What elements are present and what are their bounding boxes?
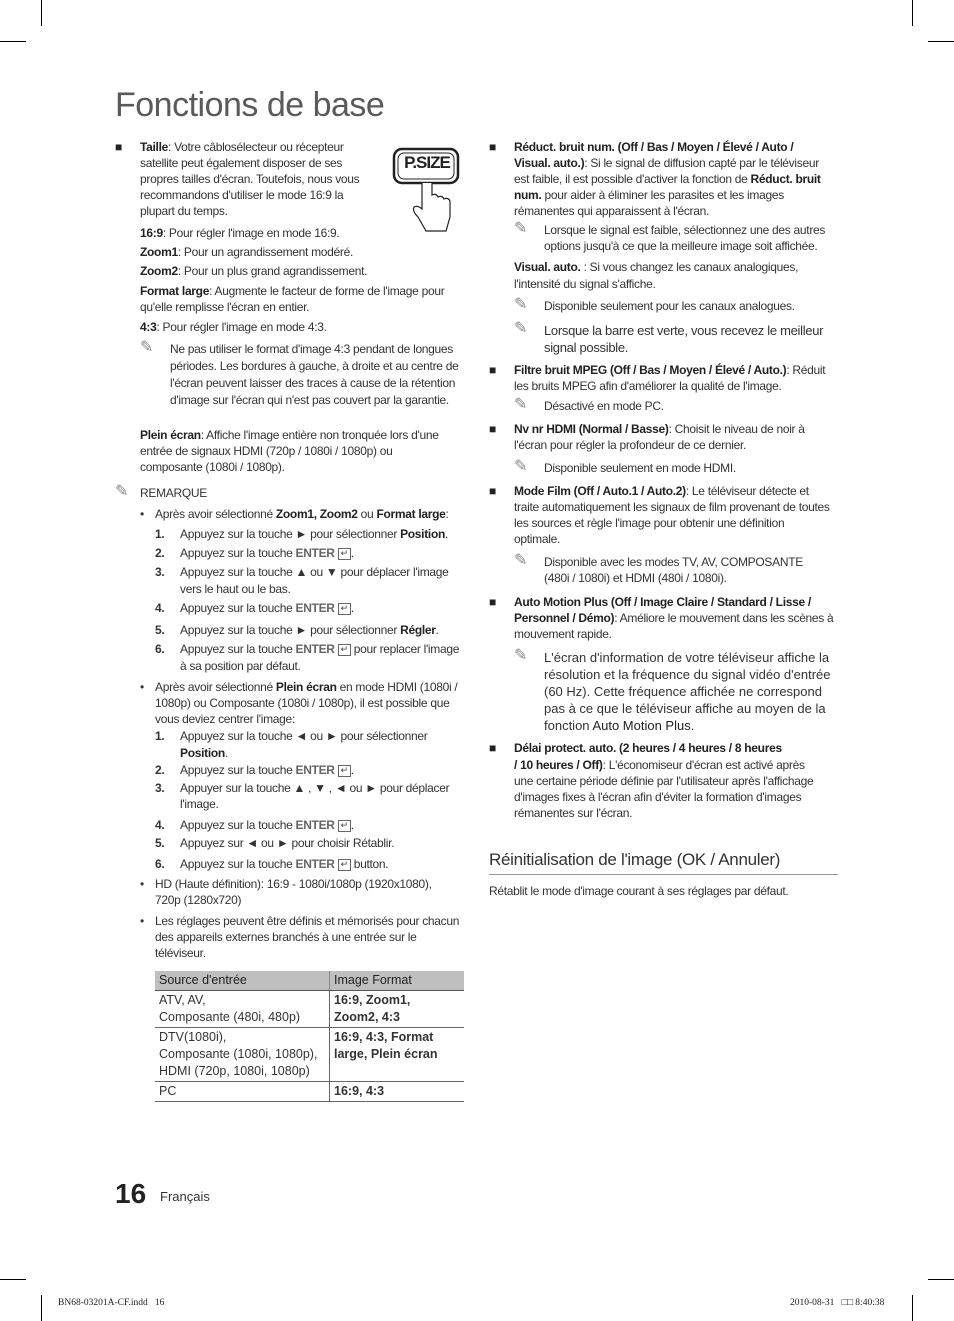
s2-pre: Appuyez sur la touche xyxy=(180,546,296,560)
page-number: 16 xyxy=(115,1178,147,1209)
s1-end: . xyxy=(445,527,449,541)
b1-bold2: Format large xyxy=(376,507,446,521)
amp-note xyxy=(544,649,840,734)
note-43: Ne pas utiliser le format d'image 4:3 pendant de longues périodes. Les bordures à gauche, à droite et au centre de l'écran peuvent laisser des traces à cause de la rétention d'image sur l'écran qui n'est pas couvert par la garantie. xyxy=(170,342,459,407)
visual-auto-paragraph xyxy=(514,259,814,293)
step-b2-3: Appuyer sur la touche ▲ , ▼ , ◄ ou ► pour déplacer l'image. xyxy=(180,781,450,811)
crop-mark xyxy=(912,1295,913,1321)
heading-rule xyxy=(489,874,838,875)
mf-label: Mode Film (Off / Auto.1 / Auto.2) xyxy=(514,484,686,498)
r43-label: 4:3 xyxy=(140,320,157,334)
bullet-1 xyxy=(155,506,465,522)
step-number: 5. xyxy=(155,623,165,637)
table-header-row xyxy=(155,971,464,991)
zoom2-text: : Pour un plus grand agrandissement. xyxy=(177,264,368,278)
va-note-2: Lorsque la barre est verte, vous recevez le meilleur signal possible. xyxy=(544,323,824,355)
t6-end: button. xyxy=(350,857,389,871)
b1-mid: ou xyxy=(357,507,377,521)
s1-bold: Position xyxy=(400,527,446,541)
rb-text1: : Si le signal de diffusion capté par le téléviseur est faible, il est possible d'activer la fonction de xyxy=(514,156,819,186)
bullet-dot: • xyxy=(140,680,144,694)
step-number: 1. xyxy=(155,527,165,541)
nv-note: Disponible seulement en mode HDMI. xyxy=(544,461,736,475)
remarque-heading: REMARQUE xyxy=(140,486,207,500)
step-b2-2 xyxy=(180,762,465,778)
amp-note-bold: Auto Motion Plus xyxy=(592,718,691,733)
format-large-paragraph xyxy=(140,283,462,315)
bullet-square: ■ xyxy=(489,741,497,755)
table-row xyxy=(155,1082,464,1102)
nv-hdmi-paragraph xyxy=(514,421,824,453)
bullet-square: ■ xyxy=(489,484,497,498)
t4-pre: Appuyez sur la touche xyxy=(180,818,296,832)
table-row xyxy=(155,991,464,1028)
note-pencil-icon: ✎ xyxy=(514,552,528,569)
amp-note-pre: L'écran d'information de votre téléviseur affiche la résolution et la fréquence du signal vidéo d'entrée (60 Hz). Cette fréquence affichée ne correspond pas à ce que le téléviseur affiche au moyen de la fonction xyxy=(544,650,831,733)
enter-key-label: ENTER xyxy=(295,857,335,871)
t1-end: . xyxy=(224,746,228,760)
step-b2-1 xyxy=(180,728,445,762)
t2-end: . xyxy=(350,763,354,777)
t4-end: . xyxy=(350,818,354,832)
step-b2-6 xyxy=(180,856,465,872)
amp-note-end: . xyxy=(690,718,695,733)
t2-pre: Appuyez sur la touche xyxy=(180,763,296,777)
reinit-text: Rétablit le mode d'image courant à ses réglages par défaut. xyxy=(489,884,789,898)
taille-text: : Votre câblosélecteur ou récepteur satellite peut également disposer de ses propres tailles d'écran. Toutefois, nous vous recommandons d'utiliser le mode 16:9 la plupart du temps. xyxy=(140,140,360,218)
step-2 xyxy=(180,545,465,561)
language-label: Français xyxy=(160,1189,210,1204)
crop-mark xyxy=(41,0,42,26)
s5-bold: Régler xyxy=(400,623,436,637)
s2-end: . xyxy=(350,546,354,560)
bullet-dot: • xyxy=(140,914,144,928)
r169-text: : Pour régler l'image en mode 16:9. xyxy=(162,226,340,240)
zoom2-line xyxy=(140,263,460,279)
auto-motion-plus-paragraph xyxy=(514,594,840,642)
s6-pre: Appuyez sur la touche xyxy=(180,642,296,656)
t6-pre: Appuyez sur la touche xyxy=(180,857,296,871)
step-number: 4. xyxy=(155,818,165,832)
s5-pre: Appuyez sur la touche ► pour sélectionner xyxy=(180,623,401,637)
enter-icon: ↵ xyxy=(338,859,351,871)
fl-text: : Augmente le facteur de forme de l'image pour qu'elle remplisse l'écran en entier. xyxy=(140,284,445,314)
b1-end: : xyxy=(445,507,449,521)
note-pencil-icon: ✎ xyxy=(514,647,528,664)
enter-key-label: ENTER xyxy=(295,642,335,656)
footer-file: BN68-03201A-CF.indd 16 xyxy=(58,1298,165,1308)
amp-text: : Améliore le mouvement dans les scènes à mouvement rapide. xyxy=(514,611,834,641)
step-number: 1. xyxy=(155,729,165,743)
crop-mark xyxy=(41,1295,42,1321)
table-row xyxy=(155,1028,464,1082)
table-cell-source: ATV, AV, Composante (480i, 480p) xyxy=(155,991,330,1028)
dp-text: : L'économiseur d'écran est activé après une certaine période définie par l'utilisateur après l'affichage d'images fixes à l'écran afin d'éviter la formation d'images rémanentes sur l'écran. xyxy=(514,758,814,820)
crop-mark xyxy=(0,41,26,42)
s4-end: . xyxy=(350,601,354,615)
s5-end: . xyxy=(435,623,439,637)
step-b2-5: Appuyez sur ◄ ou ► pour choisir Rétablir. xyxy=(180,836,395,850)
table-header: Source d'entrée xyxy=(155,971,330,991)
enter-icon: ↵ xyxy=(338,644,351,656)
note-pencil-icon: ✎ xyxy=(514,396,528,413)
pe-text: : Affiche l'image entière non tronquée lors d'une entrée de signaux HDMI (720p / 1080i / 1080p) ou composante (1080i / 1080p). xyxy=(140,428,439,474)
footer-timestamp: 2010-08-31 □□ 8:40:38 xyxy=(790,1298,885,1308)
format-table xyxy=(155,971,464,1102)
bullet-square: ■ xyxy=(489,363,497,377)
b1-pre: Après avoir sélectionné xyxy=(155,507,276,521)
t1-bold: Position xyxy=(180,746,225,760)
step-b2-4 xyxy=(180,817,465,833)
bullet-dot: • xyxy=(140,507,144,521)
bullet-2 xyxy=(155,679,467,727)
note-pencil-icon: ✎ xyxy=(514,296,528,313)
nv-label: Nv nr HDMI (Normal / Basse) xyxy=(514,422,669,436)
note-pencil-icon: ✎ xyxy=(115,483,129,500)
note-pencil-icon: ✎ xyxy=(514,320,528,337)
plein-ecran-paragraph xyxy=(140,427,440,475)
enter-key-label: ENTER xyxy=(295,601,335,615)
b2-bold: Plein écran xyxy=(275,680,337,694)
bullet-square: ■ xyxy=(489,595,497,609)
step-3: Appuyez sur la touche ▲ ou ▼ pour déplacer l'image vers le haut ou le bas. xyxy=(180,565,449,596)
zoom1-line xyxy=(140,244,460,260)
b2-pre: Après avoir sélectionné xyxy=(155,680,276,694)
bullet-square: ■ xyxy=(489,422,497,436)
step-number: 3. xyxy=(155,565,165,579)
r43-line xyxy=(140,319,460,335)
crop-mark xyxy=(0,1279,26,1280)
nv-text: : Choisit le niveau de noir à l'écran pour régler la profondeur de ce dernier. xyxy=(514,422,805,452)
fm-label: Filtre bruit MPEG (Off / Bas / Moyen / Élevé / Auto.) xyxy=(514,363,787,377)
step-number: 4. xyxy=(155,601,165,615)
note-pencil-icon: ✎ xyxy=(514,220,528,237)
zoom1-text: : Pour un agrandissement modéré. xyxy=(177,245,354,259)
r169-line xyxy=(140,225,460,241)
fm-text: : Réduit les bruits MPEG afin d'améliorer la qualité de l'image. xyxy=(514,363,826,393)
t1-pre: Appuyez sur la touche ◄ ou ► pour sélectionner xyxy=(180,729,428,743)
va-text: : Si vous changez les canaux analogiques, l'intensité du signal s'affiche. xyxy=(514,260,799,291)
mf-note: Disponible avec les modes TV, AV, COMPOSANTE (480i / 1080i) et HDMI (480i / 1080i). xyxy=(544,555,803,585)
rb-label: Réduct. bruit num. (Off / Bas / Moyen / Élevé / Auto / Visual. auto.) xyxy=(514,140,794,170)
crop-mark xyxy=(912,0,913,26)
taille-label: Taille xyxy=(140,140,168,154)
note-pencil-icon: ✎ xyxy=(140,339,154,356)
amp-label: Auto Motion Plus (Off / Image Claire / Standard / Lisse / Personnel / Démo) xyxy=(514,595,811,625)
rb-note: Lorsque le signal est faible, sélectionnez une des autres options jusqu'à ce que la meilleure image soit affichée. xyxy=(544,223,826,253)
s6-end: pour replacer l'image à sa position par défaut. xyxy=(180,642,460,673)
b1-bold1: Zoom1, Zoom2 xyxy=(275,507,358,521)
step-1 xyxy=(180,526,465,542)
enter-key-label: ENTER xyxy=(295,763,335,777)
rb-text2: pour aider à éliminer les parasites et les images rémanentes qui apparaissent à l'écran. xyxy=(514,188,784,218)
table-cell-format: 16:9, 4:3, Format large, Plein écran xyxy=(330,1028,465,1082)
mode-film-paragraph xyxy=(514,483,832,547)
va-note-1: Disponible seulement pour les canaux analogues. xyxy=(544,299,795,313)
reinit-heading: Réinitialisation de l'image (OK / Annuler) xyxy=(489,850,781,869)
taille-paragraph xyxy=(140,139,372,219)
delai-protect-paragraph xyxy=(514,757,824,821)
zoom2-label: Zoom2 xyxy=(140,264,178,278)
bullet-square: ■ xyxy=(489,140,497,154)
psize-label: P.SIZE xyxy=(404,153,450,172)
b2-end: en mode HDMI (1080i / 1080p) ou Composante (1080i / 1080p), il est possible que vous deviez centrer l'image: xyxy=(155,680,458,726)
table-cell-source: DTV(1080i), Composante (1080i, 1080p), HDMI (720p, 1080i, 1080p) xyxy=(155,1028,330,1082)
enter-key-label: ENTER xyxy=(295,818,335,832)
enter-icon: ↵ xyxy=(338,820,351,832)
fl-label: Format large xyxy=(140,284,210,298)
step-number: 6. xyxy=(155,642,165,656)
psize-remote-icon xyxy=(392,147,462,237)
page-title: Fonctions de base xyxy=(115,86,385,124)
step-5 xyxy=(180,622,465,638)
note-pencil-icon: ✎ xyxy=(514,458,528,475)
step-number: 6. xyxy=(155,857,165,871)
enter-icon: ↵ xyxy=(338,603,351,615)
fm-note: Désactivé en mode PC. xyxy=(544,399,664,413)
step-6 xyxy=(180,641,465,675)
bullet-4: Les réglages peuvent être définis et mémorisés pour chacun des appareils externes branchés à une entrée sur le téléviseur. xyxy=(155,914,460,960)
table-cell-format: 16:9, 4:3 xyxy=(330,1082,465,1102)
table-cell-source: PC xyxy=(155,1082,330,1102)
bullet-3: HD (Haute définition): 16:9 - 1080i/1080p (1920x1080), 720p (1280x720) xyxy=(155,877,432,907)
pe-label: Plein écran xyxy=(140,428,201,442)
reduct-bruit-paragraph xyxy=(514,139,826,219)
enter-icon: ↵ xyxy=(338,765,351,777)
bullet-dot: • xyxy=(140,877,144,891)
enter-key-label: ENTER xyxy=(295,546,335,560)
step-number: 2. xyxy=(155,546,165,560)
s4-pre: Appuyez sur la touche xyxy=(180,601,296,615)
bullet-square: ■ xyxy=(115,140,123,154)
step-number: 2. xyxy=(155,763,165,777)
dp-label-2: / 10 heures / Off) xyxy=(514,758,603,772)
delai-protect-label-line xyxy=(514,740,840,756)
enter-icon: ↵ xyxy=(338,548,351,560)
filtre-mpeg-paragraph xyxy=(514,362,840,394)
mf-text: : Le téléviseur détecte et traite automatiquement les signaux de film provenant de toutes les sources et règle l'image pour obtenir une définition optimale. xyxy=(514,484,830,546)
step-number: 5. xyxy=(155,836,165,850)
dp-label-1: Délai protect. auto. (2 heures / 4 heures / 8 heures xyxy=(514,741,782,755)
step-4 xyxy=(180,600,465,616)
rb-bold: Réduct. bruit num. xyxy=(514,172,821,202)
va-label: Visual. auto. xyxy=(514,260,581,274)
crop-mark xyxy=(928,41,954,42)
s1-pre: Appuyez sur la touche ► pour sélectionner xyxy=(180,527,401,541)
r169-label: 16:9 xyxy=(140,226,163,240)
table-header: Image Format xyxy=(330,971,465,991)
r43-text: : Pour régler l'image en mode 4:3. xyxy=(156,320,327,334)
crop-mark xyxy=(928,1279,954,1280)
table-cell-format: 16:9, Zoom1, Zoom2, 4:3 xyxy=(330,991,465,1028)
zoom1-label: Zoom1 xyxy=(140,245,178,259)
step-number: 3. xyxy=(155,781,165,795)
